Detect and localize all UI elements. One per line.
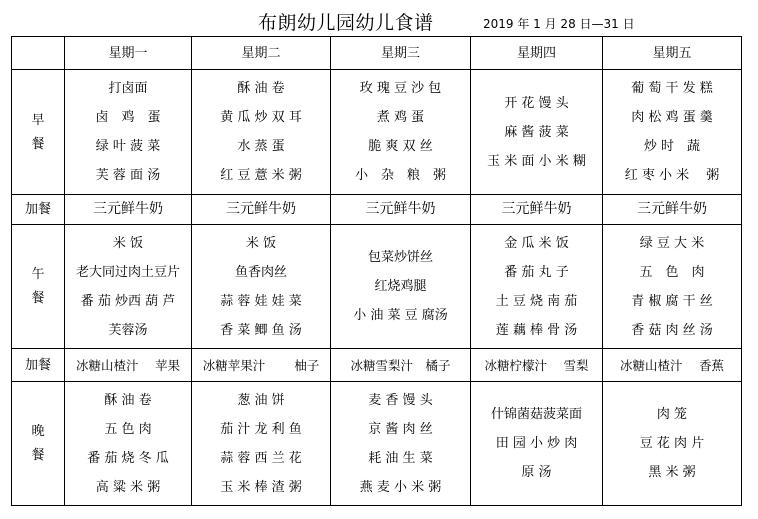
dinner-row: [12, 382, 742, 506]
page-title: 布朗幼儿园幼儿食谱: [258, 12, 434, 34]
menu-table: [11, 36, 742, 506]
snack-label: 加餐: [12, 349, 65, 382]
menu-cell: [331, 225, 471, 349]
dish-item: 燕 麦 小 米 粥: [359, 479, 442, 495]
dish-item: 豆 花 肉 片: [639, 436, 705, 451]
dish-item: 番 茄 炒西 葫 芦: [80, 293, 176, 309]
header-row: [12, 37, 742, 70]
dish-item: 炒 时 蔬: [643, 139, 701, 154]
dish-item: 茄 汁 龙 利 鱼: [220, 421, 302, 437]
dish-item: 什锦菌菇菠菜面: [490, 407, 582, 422]
dish-item: 玉 米 面 小 米 糊: [487, 153, 586, 169]
dish-item: 红烧鸡腿: [374, 279, 427, 294]
dish-item: 老大同过肉土豆片: [75, 264, 180, 280]
day-header: 星期二: [192, 37, 331, 70]
dish-item: 高 粱 米 粥: [95, 479, 161, 495]
menu-cell: [331, 70, 471, 195]
menu-cell: 三元鲜牛奶: [192, 195, 331, 225]
dish-item: 香 菇 肉 丝 汤: [631, 322, 713, 338]
menu-cell: [331, 382, 471, 506]
menu-cell: [471, 382, 603, 506]
menu-cell: 冰糖雪梨汁 橘子: [331, 349, 471, 382]
dish-item: 酥 油 卷: [237, 81, 285, 96]
dish-item: 米 饭: [245, 235, 277, 251]
dish-item: 米 饭: [112, 235, 144, 251]
dish-item: 麻 酱 菠 菜: [504, 124, 569, 140]
menu-cell: [603, 225, 742, 349]
fruit-snack-row: [12, 349, 742, 382]
dish-item: 田 园 小 炒 肉: [495, 436, 578, 451]
day-header: 星期一: [65, 37, 192, 70]
day-header: 星期四: [471, 37, 603, 70]
dish-item: 包菜炒饼丝: [367, 250, 433, 265]
dish-item: 芙蓉汤: [108, 322, 148, 338]
dish-item: 金 瓜 米 饭: [504, 235, 569, 251]
dish-item: 五 色 肉: [104, 421, 152, 437]
day-header: 星期三: [331, 37, 471, 70]
dish-item: 红 豆 薏 米 粥: [220, 168, 302, 183]
dish-item: 芙 蓉 面 汤: [95, 168, 161, 183]
menu-cell: [65, 382, 192, 506]
day-header: 星期五: [603, 37, 742, 70]
dish-item: 红 枣 小 米 粥: [624, 168, 720, 183]
menu-cell: [603, 382, 742, 506]
dinner-label: 晚 餐: [12, 382, 65, 506]
dish-item: 葡 萄 干 发 糕: [631, 81, 713, 96]
menu-cell: 冰糖柠檬汁 雪梨: [471, 349, 603, 382]
menu-cell: [192, 225, 331, 349]
dish-item: 绿 叶 菠 菜: [95, 139, 161, 154]
menu-cell: 冰糖山楂汁 苹果: [65, 349, 192, 382]
dish-item: 鱼香肉丝: [234, 264, 287, 280]
dish-item: 黄 瓜 炒 双 耳: [220, 110, 302, 125]
menu-cell: [471, 70, 603, 195]
dish-item: 脆 爽 双 丝: [368, 139, 433, 154]
dish-item: 水 蒸 蛋: [237, 139, 285, 154]
snack-row: [12, 195, 742, 225]
dish-item: 京 酱 肉 丝: [368, 421, 433, 437]
menu-cell: 三元鲜牛奶: [603, 195, 742, 225]
corner-cell: [12, 37, 65, 70]
menu-cell: 三元鲜牛奶: [65, 195, 192, 225]
dish-item: 原 汤: [521, 465, 552, 480]
dish-item: 莲 藕 棒 骨 汤: [495, 322, 578, 338]
menu-cell: 三元鲜牛奶: [331, 195, 471, 225]
dish-item: 煮 鸡 蛋: [376, 110, 425, 125]
dish-item: 开 花 馒 头: [504, 95, 569, 111]
dish-item: 耗 油 生 菜: [368, 450, 433, 466]
menu-cell: [65, 225, 192, 349]
breakfast-label: 早 餐: [12, 70, 65, 195]
dish-item: 酥 油 卷: [104, 392, 152, 408]
dish-item: 肉 笼: [656, 407, 688, 422]
dish-item: 黑 米 粥: [648, 465, 696, 480]
dish-item: 青 椒 腐 干 丝: [631, 293, 713, 309]
dish-item: 蒜 蓉 娃 娃 菜: [220, 293, 302, 309]
dish-item: 香 菜 鲫 鱼 汤: [220, 322, 302, 338]
dish-item: 绿 豆 大 米: [639, 235, 705, 251]
lunch-row: [12, 225, 742, 349]
dish-item: 番 茄 烧 冬 瓜: [87, 450, 169, 466]
dish-item: 肉 松 鸡 蛋 羹: [631, 110, 713, 125]
dish-item: 卤 鸡 蛋: [95, 110, 161, 125]
menu-cell: [603, 70, 742, 195]
date-range: 2019 年 1 月 28 日—31 日: [483, 17, 635, 31]
dish-item: 蒜 蓉 西 兰 花: [220, 450, 302, 466]
dish-item: 葱 油 饼: [237, 392, 285, 408]
dish-item: 麦 香 馒 头: [368, 392, 433, 408]
dish-item: 小 油 菜 豆 腐汤: [353, 308, 448, 323]
menu-cell: 三元鲜牛奶: [471, 195, 603, 225]
lunch-label: 午 餐: [12, 225, 65, 349]
snack-label: 加餐: [12, 195, 65, 225]
breakfast-row: [12, 70, 742, 195]
dish-item: 五 色 肉: [639, 264, 705, 280]
menu-cell: [192, 382, 331, 506]
menu-cell: [471, 225, 603, 349]
dish-item: 玫 瑰 豆 沙 包: [359, 81, 442, 96]
dish-item: 玉 米 棒 渣 粥: [220, 479, 302, 495]
menu-cell: [65, 70, 192, 195]
menu-cell: 冰糖山楂汁 香蕉: [603, 349, 742, 382]
dish-item: 小 杂 粮 粥: [354, 168, 446, 183]
dish-item: 土 豆 烧 南 茄: [495, 293, 578, 309]
menu-cell: [192, 70, 331, 195]
dish-item: 番 茄 丸 子: [504, 264, 569, 280]
dish-item: 打卤面: [108, 81, 148, 96]
menu-cell: 冰糖苹果汁 柚子: [192, 349, 331, 382]
